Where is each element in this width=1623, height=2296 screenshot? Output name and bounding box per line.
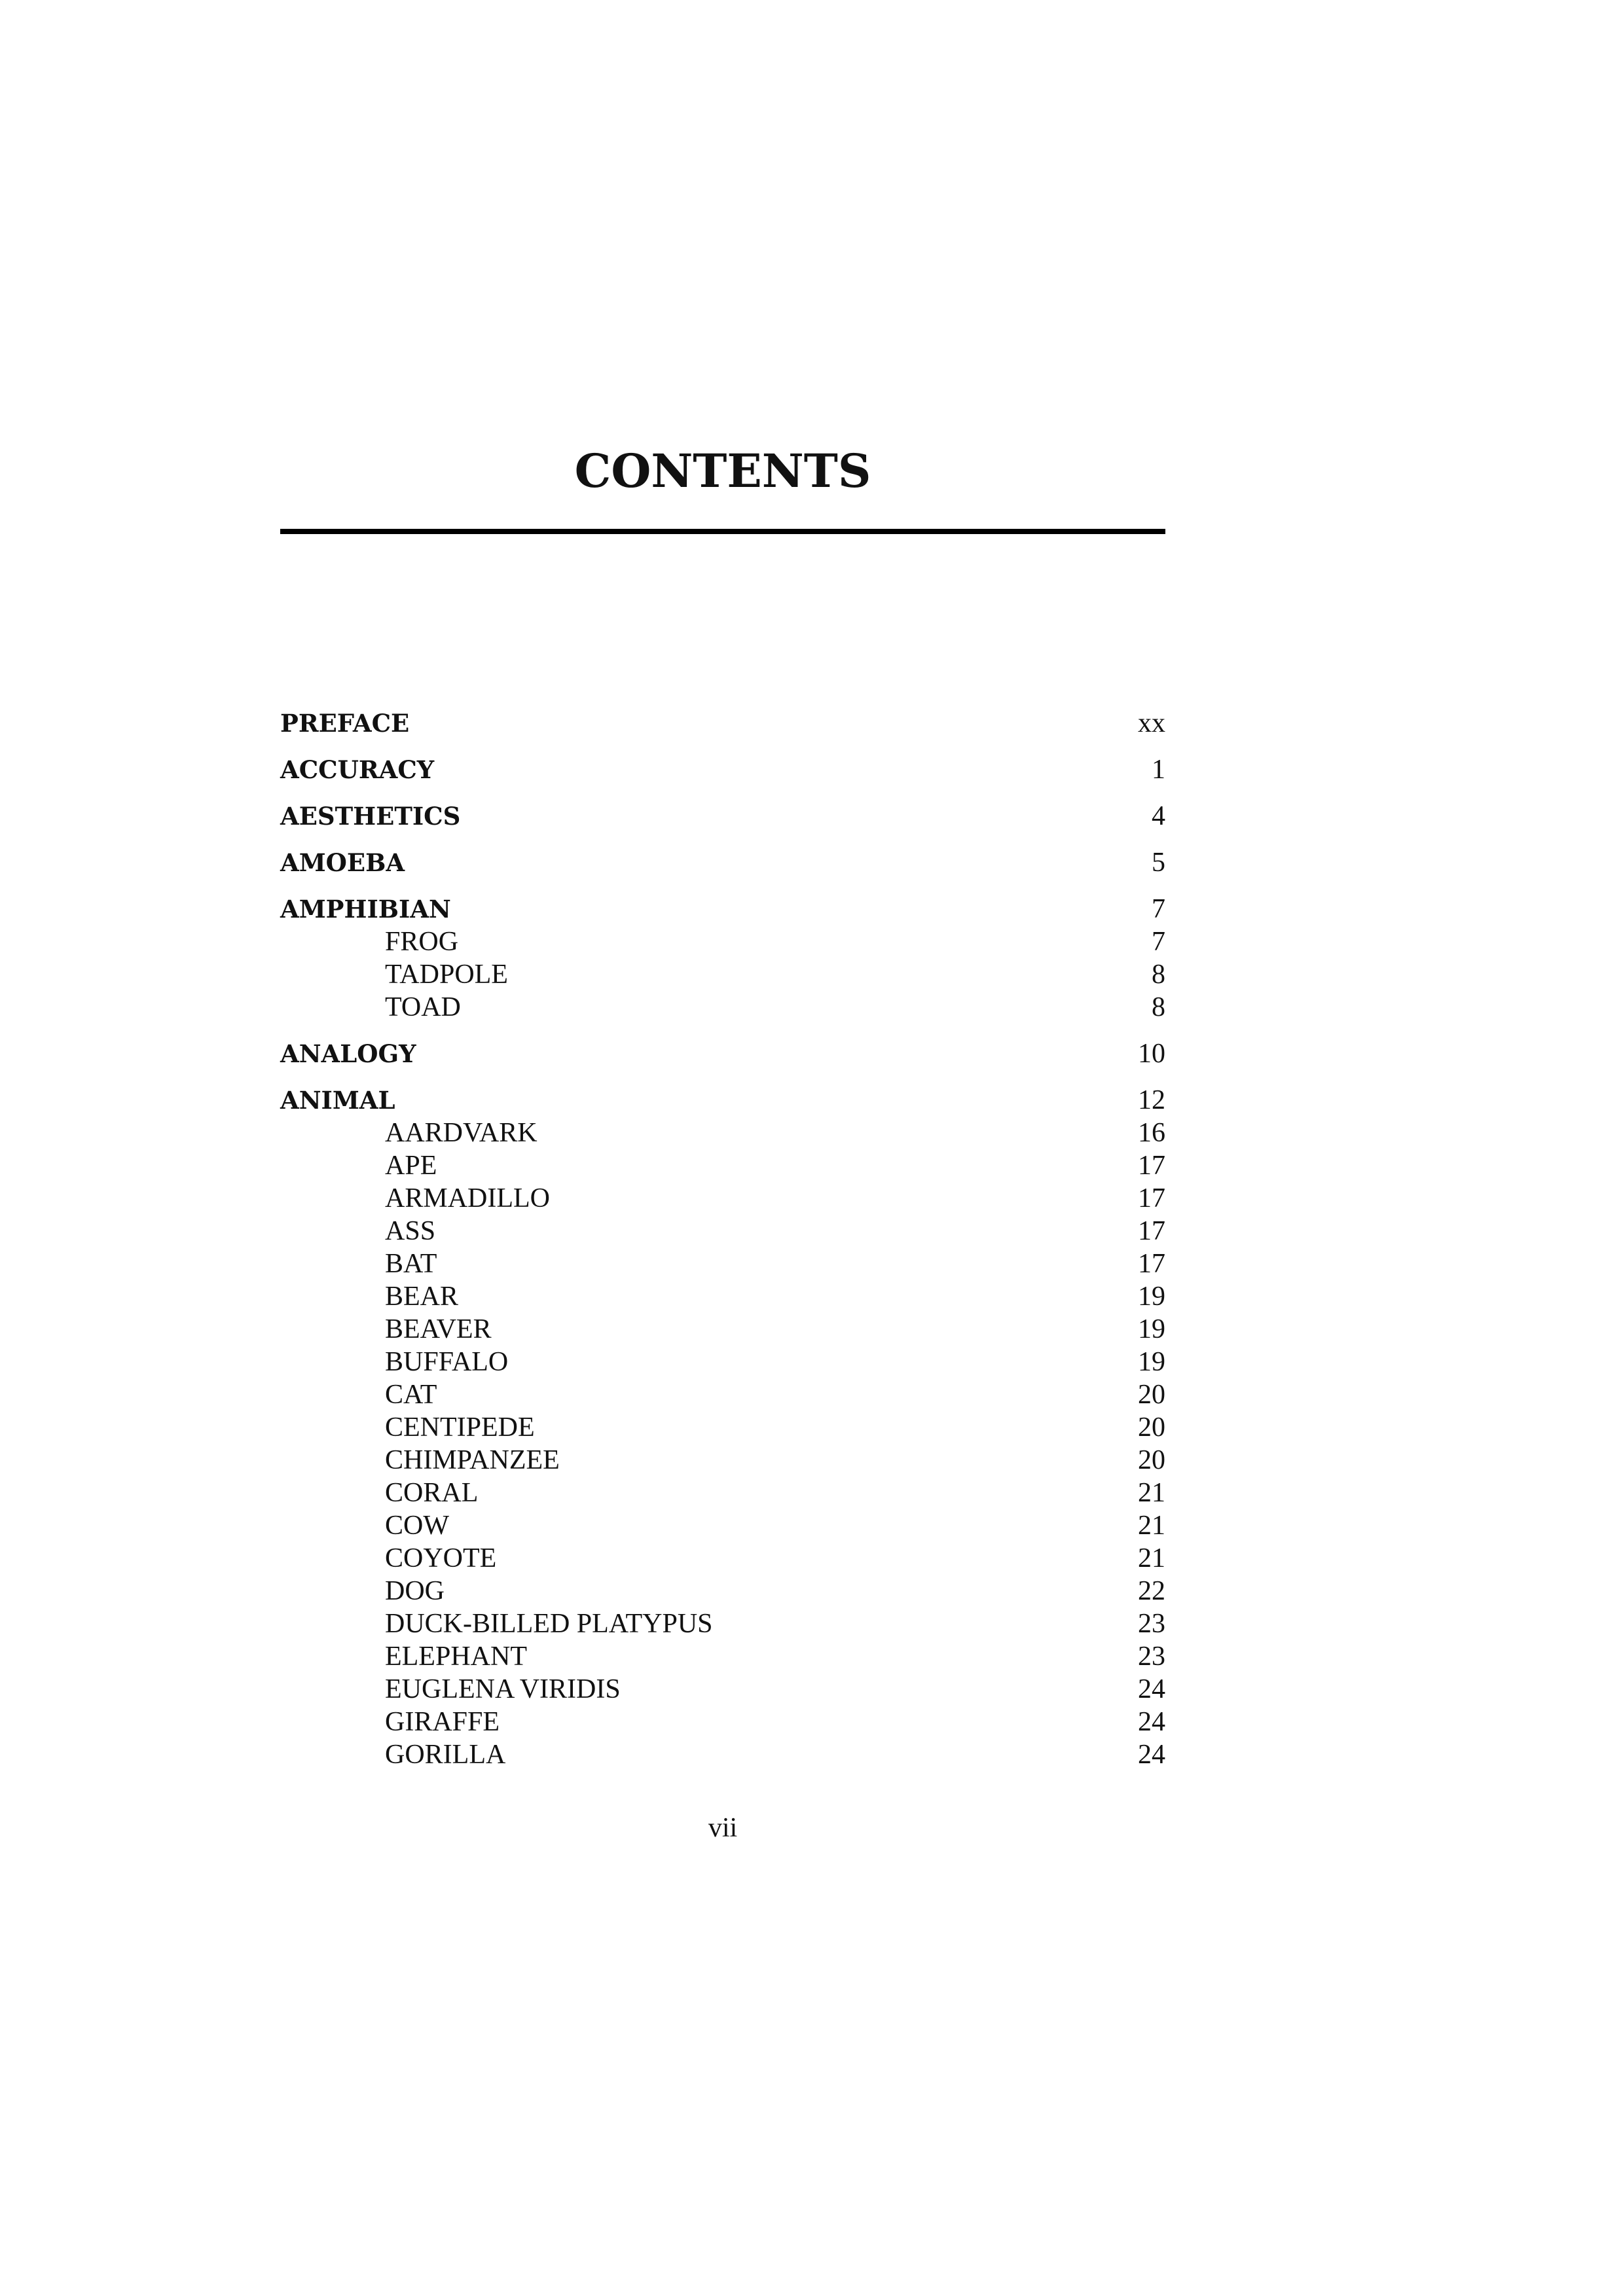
toc-entry-page: 24 — [1138, 1740, 1165, 1770]
toc-entry-label: AMPHIBIAN — [280, 895, 451, 924]
toc-entry-label: CAT — [385, 1380, 437, 1410]
toc-entry — [280, 893, 1165, 925]
toc-subentry — [280, 1509, 1165, 1542]
toc-entry-page: 7 — [1152, 927, 1165, 957]
toc-entry-page: 20 — [1138, 1380, 1165, 1410]
toc-entry-page: 23 — [1138, 1609, 1165, 1639]
toc-entry-page: 16 — [1138, 1118, 1165, 1148]
toc-entry-page: 8 — [1152, 960, 1165, 990]
toc-list — [280, 707, 1165, 1771]
toc-entry — [280, 707, 1165, 740]
page-title: CONTENTS — [574, 444, 871, 498]
toc-subentry — [280, 1411, 1165, 1444]
toc-entry-page: 7 — [1152, 894, 1165, 924]
toc-entry-label: AMOEBA — [280, 848, 405, 877]
toc-entry-label: PREFACE — [280, 709, 410, 738]
toc-subentry — [280, 1313, 1165, 1346]
toc-entry-page: 1 — [1152, 755, 1165, 785]
toc-entry — [280, 846, 1165, 879]
toc-entry-label: ELEPHANT — [385, 1641, 527, 1672]
toc-entry-label: APE — [385, 1151, 437, 1181]
toc-entry-label: AARDVARK — [385, 1118, 538, 1148]
toc-subentry — [280, 1542, 1165, 1575]
toc-entry — [280, 1037, 1165, 1070]
toc-entry-label: EUGLENA VIRIDIS — [385, 1674, 621, 1704]
toc-entry-label: DUCK-BILLED PLATYPUS — [385, 1609, 713, 1639]
toc-subentry — [280, 1182, 1165, 1215]
toc-entry-page: 21 — [1138, 1543, 1165, 1573]
toc-entry-label: ARMADILLO — [385, 1183, 550, 1213]
toc-entry-label: CORAL — [385, 1478, 479, 1508]
toc-entry — [280, 1084, 1165, 1117]
toc-entry-label: ANALOGY — [280, 1039, 416, 1068]
toc-entry-page: 19 — [1138, 1314, 1165, 1344]
toc-subentry — [280, 1247, 1165, 1280]
toc-subentry — [280, 1738, 1165, 1771]
toc-entry-page: 17 — [1138, 1216, 1165, 1246]
toc-subentry — [280, 1706, 1165, 1738]
toc-entry-label: BAT — [385, 1249, 437, 1279]
toc-subentry — [280, 1215, 1165, 1247]
toc-entry-page: 23 — [1138, 1641, 1165, 1672]
toc-entry-label: TADPOLE — [385, 960, 508, 990]
toc-entry-page: 10 — [1138, 1039, 1165, 1069]
toc-subentry — [280, 1149, 1165, 1182]
toc-entry-page: 22 — [1138, 1576, 1165, 1606]
toc-entry-page: 8 — [1152, 992, 1165, 1022]
toc-entry-page: 4 — [1152, 801, 1165, 831]
toc-entry-page: 24 — [1138, 1674, 1165, 1704]
toc-entry-page: xx — [1138, 708, 1165, 738]
title-rule — [280, 529, 1165, 534]
toc-subentry — [280, 1673, 1165, 1706]
toc-entry-label: CENTIPEDE — [385, 1412, 535, 1443]
toc-entry-label: BUFFALO — [385, 1347, 509, 1377]
toc-entry-page: 12 — [1138, 1085, 1165, 1115]
toc-subentry — [280, 1444, 1165, 1477]
toc-entry-label: COW — [385, 1511, 449, 1541]
toc-entry-label: ACCURACY — [280, 755, 435, 784]
page-number: vii — [708, 1813, 738, 1843]
toc-entry-page: 19 — [1138, 1282, 1165, 1312]
toc-entry-label: COYOTE — [385, 1543, 497, 1573]
toc-entry-label: BEAVER — [385, 1314, 492, 1344]
toc-subentry — [280, 1575, 1165, 1607]
toc-subentry — [280, 958, 1165, 991]
toc-entry-label: DOG — [385, 1576, 445, 1606]
toc-entry-label: ASS — [385, 1216, 436, 1246]
toc-entry — [280, 800, 1165, 833]
toc-entry-label: AESTHETICS — [280, 802, 461, 831]
toc-entry-label: BEAR — [385, 1282, 459, 1312]
toc-entry-label: TOAD — [385, 992, 461, 1022]
toc-entry-page: 20 — [1138, 1412, 1165, 1443]
toc-subentry — [280, 1117, 1165, 1149]
toc-entry-page: 17 — [1138, 1183, 1165, 1213]
toc-entry-label: CHIMPANZEE — [385, 1445, 560, 1475]
toc-entry-page: 24 — [1138, 1707, 1165, 1737]
toc-entry-page: 20 — [1138, 1445, 1165, 1475]
toc-subentry — [280, 925, 1165, 958]
toc-subentry — [280, 1477, 1165, 1509]
toc-entry-page: 17 — [1138, 1151, 1165, 1181]
toc-entry-label: GORILLA — [385, 1740, 506, 1770]
toc-entry-label: ANIMAL — [280, 1086, 395, 1115]
toc-entry-label: GIRAFFE — [385, 1707, 500, 1737]
toc-entry — [280, 753, 1165, 786]
toc-subentry — [280, 1607, 1165, 1640]
toc-entry-label: FROG — [385, 927, 459, 957]
toc-subentry — [280, 1280, 1165, 1313]
toc-subentry — [280, 1640, 1165, 1673]
toc-entry-page: 21 — [1138, 1511, 1165, 1541]
toc-entry-page: 19 — [1138, 1347, 1165, 1377]
toc-entry-page: 5 — [1152, 848, 1165, 878]
toc-subentry — [280, 1378, 1165, 1411]
toc-entry-page: 21 — [1138, 1478, 1165, 1508]
toc-entry-page: 17 — [1138, 1249, 1165, 1279]
toc-subentry — [280, 1346, 1165, 1378]
toc-subentry — [280, 991, 1165, 1024]
